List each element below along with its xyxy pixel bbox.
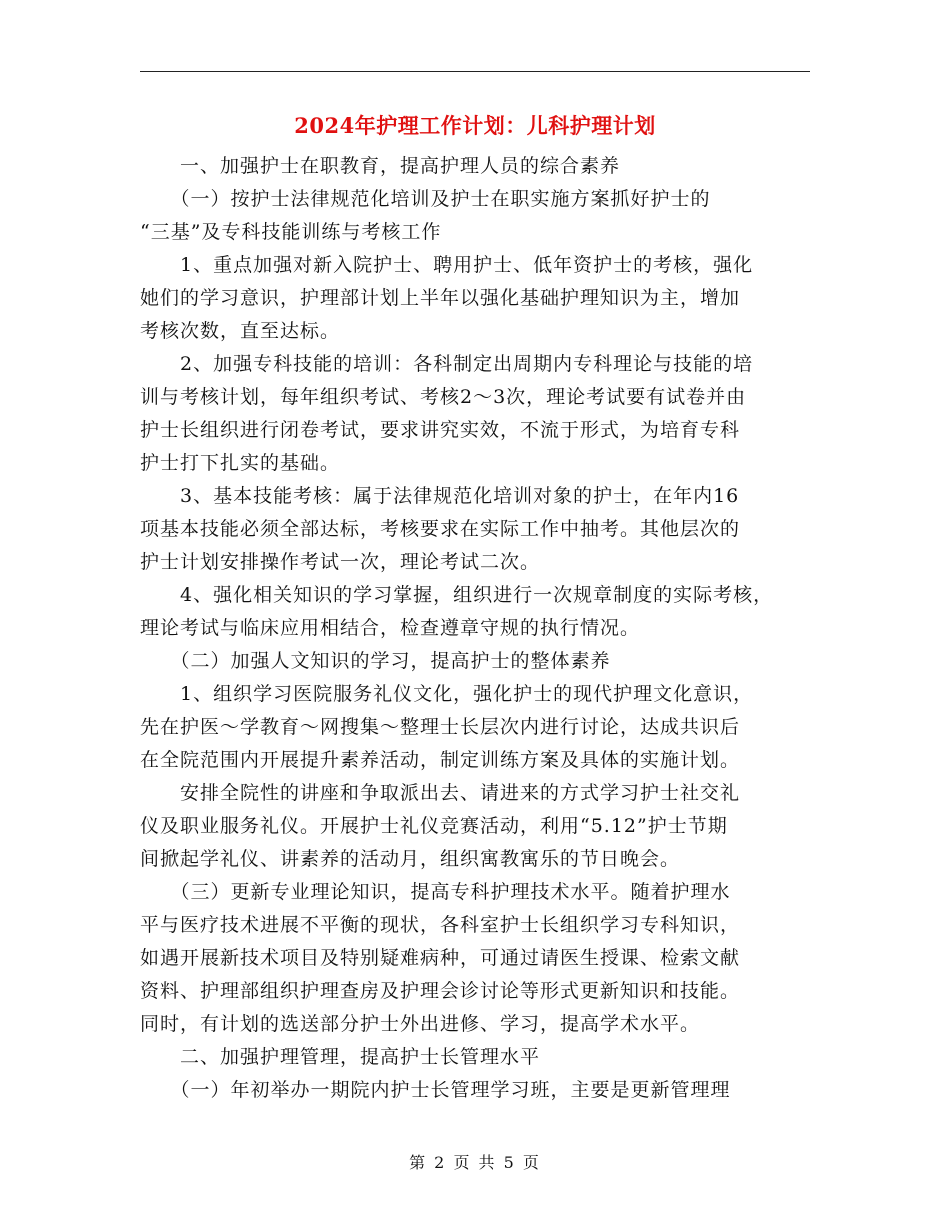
body-line: 理论考试与临床应用相结合，检查遵章守规的执行情况。 — [140, 617, 641, 639]
body-line: 1、组织学习医院服务礼仪文化，强化护士的现代护理文化意识， — [140, 683, 754, 705]
body-line: 二、加强护理管理，提高护士长管理水平 — [140, 1046, 541, 1068]
body-line: 项基本技能必须全部达标，考核要求在实际工作中抽考。其他层次的 — [140, 518, 741, 540]
body-line: 仪及职业服务礼仪。开展护士礼仪竞赛活动，利用“5.12”护士节期 — [140, 815, 728, 837]
body-line: 4、强化相关知识的学习掌握，组织进行一次规章制度的实际考核， — [140, 584, 774, 606]
body-line: “三基”及专科技能训练与考核工作 — [140, 221, 442, 243]
body-line: 先在护医～学教育～网搜集～整理士长层次内进行讨论，达成共识后 — [140, 716, 741, 738]
body-line: 同时，有计划的选送部分护士外出进修、学习，提高学术水平。 — [140, 1013, 701, 1035]
body-line: 在全院范围内开展提升素养活动，制定训练方案及具体的实施计划。 — [140, 749, 741, 771]
body-line: 平与医疗技术进展不平衡的现状，各科室护士长组织学习专科知识， — [140, 914, 741, 936]
body-line: 3、基本技能考核：属于法律规范化培训对象的护士，在年内16 — [140, 485, 740, 507]
body-line: 训与考核计划，每年组织考试、考核2～3次，理论考试要有试卷并由 — [140, 386, 747, 408]
body-line: （三）更新专业理论知识，提高专科护理技术水平。随着护理水 — [140, 881, 731, 903]
body-line: （二）加强人文知识的学习，提高护士的整体素养 — [140, 650, 611, 672]
body-line: 一、加强护士在职教育，提高护理人员的综合素养 — [140, 155, 621, 177]
body-line: 2、加强专科技能的培训：各科制定出周期内专科理论与技能的培 — [140, 353, 754, 375]
body-line: 资料、护理部组织护理查房及护理会诊讨论等形式更新知识和技能。 — [140, 980, 741, 1002]
body-line: 考核次数，直至达标。 — [140, 320, 341, 342]
body-line: 1、重点加强对新入院护士、聘用护士、低年资护士的考核，强化 — [140, 254, 754, 276]
body-line: 护士打下扎实的基础。 — [140, 452, 341, 474]
body-line: 间掀起学礼仪、讲素养的活动月，组织寓教寓乐的节日晚会。 — [140, 848, 681, 870]
page-number: 第 2 页 共 5 页 — [409, 1153, 541, 1172]
header-rule — [140, 71, 810, 72]
body-line: 护士计划安排操作考试一次，理论考试二次。 — [140, 551, 541, 573]
body-line: 如遇开展新技术项目及特别疑难病种，可通过请医生授课、检索文献 — [140, 947, 741, 969]
document-body — [140, 150, 812, 1107]
body-line: 护士长组织进行闭卷考试，要求讲究实效，不流于形式，为培育专科 — [140, 419, 741, 441]
body-line: 她们的学习意识，护理部计划上半年以强化基础护理知识为主，增加 — [140, 287, 741, 309]
body-line: （一）按护士法律规范化培训及护士在职实施方案抓好护士的 — [140, 188, 711, 210]
body-line: （一）年初举办一期院内护士长管理学习班，主要是更新管理理 — [140, 1079, 731, 1101]
body-line: 安排全院性的讲座和争取派出去、请进来的方式学习护士社交礼 — [140, 782, 741, 804]
document-title: 2024年护理工作计划：儿科护理计划 — [294, 113, 656, 138]
